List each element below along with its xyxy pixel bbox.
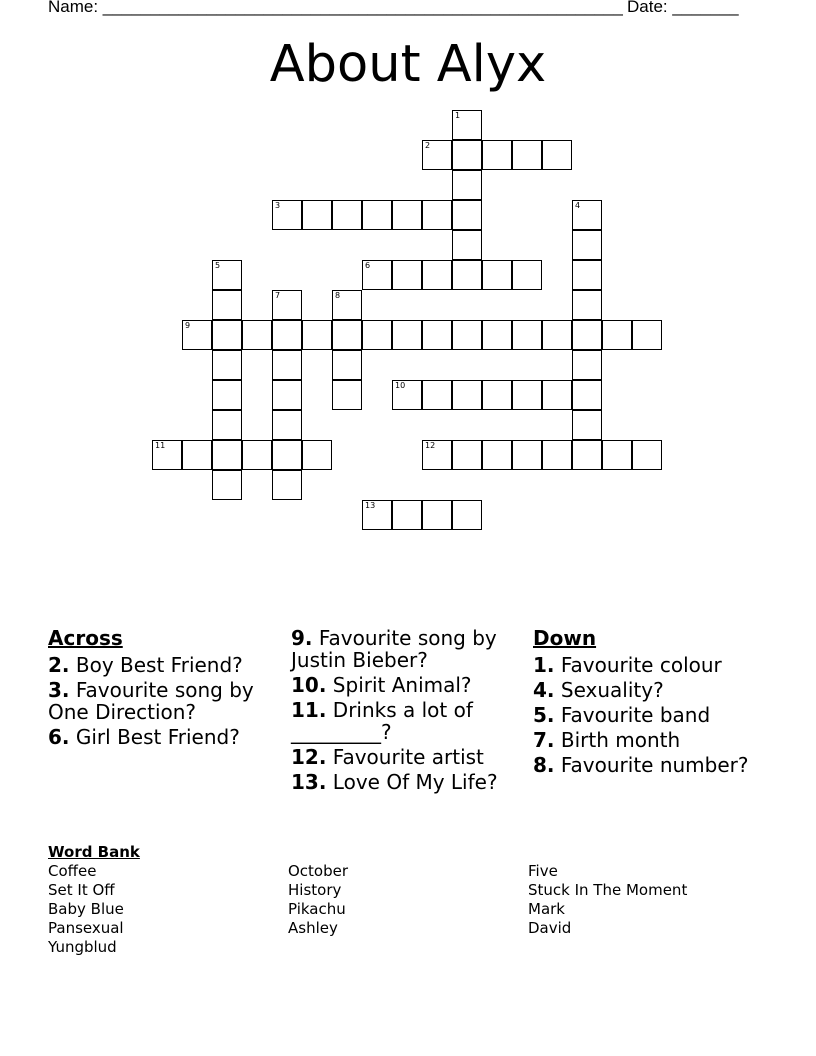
grid-cell[interactable] (272, 320, 302, 350)
clue-down-5 (533, 704, 763, 726)
grid-cell[interactable] (212, 470, 242, 500)
grid-cell[interactable] (392, 500, 422, 530)
word-bank-item: Ashley (288, 919, 338, 937)
grid-cell[interactable] (482, 440, 512, 470)
cell-number: 3 (275, 201, 281, 210)
clue-text: Sexuality? (560, 678, 664, 702)
grid-cell[interactable] (482, 260, 512, 290)
clue-text: Boy Best Friend? (75, 653, 243, 677)
word-bank-column (48, 862, 278, 957)
cell-number: 13 (365, 501, 376, 510)
cell-number: 8 (335, 291, 341, 300)
word-bank-item: Five (528, 862, 558, 880)
clue-number: 5. (533, 703, 555, 727)
word-bank-item: Pikachu (288, 900, 346, 918)
grid-cell[interactable] (452, 320, 482, 350)
grid-cell[interactable] (452, 440, 482, 470)
grid-cell[interactable] (272, 380, 302, 410)
clue-text: Favourite number? (560, 753, 749, 777)
grid-cell[interactable] (542, 380, 572, 410)
grid-cell[interactable] (422, 260, 452, 290)
clue-across-11 (291, 699, 521, 743)
grid-cell[interactable] (362, 320, 392, 350)
clue-number: 2. (48, 653, 70, 677)
clue-text: Favourite song by One Direction? (48, 678, 254, 724)
clue-text: Birth month (560, 728, 681, 752)
grid-cell[interactable] (512, 260, 542, 290)
cell-number: 4 (575, 201, 581, 210)
grid-cell[interactable] (272, 410, 302, 440)
clue-down-4 (533, 679, 763, 701)
word-bank-item: Set It Off (48, 881, 115, 899)
grid-cell[interactable] (512, 320, 542, 350)
grid-cell[interactable] (572, 350, 602, 380)
grid-cell[interactable] (572, 230, 602, 260)
grid-cell[interactable] (212, 350, 242, 380)
grid-cell[interactable] (632, 320, 662, 350)
down-heading: Down (533, 626, 597, 650)
grid-cell[interactable] (332, 380, 362, 410)
cell-number: 5 (215, 261, 221, 270)
cell-number: 1 (455, 111, 461, 120)
grid-cell[interactable] (212, 260, 242, 290)
word-bank-column (528, 862, 758, 938)
grid-cell[interactable] (632, 440, 662, 470)
word-bank-item: Baby Blue (48, 900, 124, 918)
clue-across-10 (291, 674, 521, 696)
date-field[interactable]: Date: _______ (627, 0, 739, 16)
cell-number: 6 (365, 261, 371, 270)
clue-number: 11. (291, 698, 327, 722)
grid-cell[interactable] (272, 200, 302, 230)
grid-cell[interactable] (272, 350, 302, 380)
clue-text: Spirit Animal? (332, 673, 472, 697)
grid-cell[interactable] (332, 320, 362, 350)
word-bank-item: Mark (528, 900, 565, 918)
clue-text: Favourite band (560, 703, 711, 727)
grid-cell[interactable] (602, 320, 632, 350)
grid-cell[interactable] (572, 380, 602, 410)
grid-cell[interactable] (422, 500, 452, 530)
grid-cell[interactable] (152, 440, 182, 470)
grid-cell[interactable] (572, 290, 602, 320)
grid-cell[interactable] (362, 200, 392, 230)
grid-cell[interactable] (422, 200, 452, 230)
word-bank-item: David (528, 919, 572, 937)
clue-number: 8. (533, 753, 555, 777)
grid-cell[interactable] (332, 200, 362, 230)
grid-cell[interactable] (212, 380, 242, 410)
clue-number: 7. (533, 728, 555, 752)
clue-number: 6. (48, 725, 70, 749)
clue-across-13 (291, 771, 521, 793)
grid-cell[interactable] (452, 110, 482, 140)
cell-number: 11 (155, 441, 166, 450)
grid-cell[interactable] (392, 320, 422, 350)
clue-across-6 (48, 726, 278, 748)
across-heading: Across (48, 626, 123, 650)
grid-cell[interactable] (452, 140, 482, 170)
grid-cell[interactable] (302, 200, 332, 230)
clue-number: 9. (291, 626, 313, 650)
clue-number: 1. (533, 653, 555, 677)
clue-down-8 (533, 754, 763, 776)
grid-cell[interactable] (392, 260, 422, 290)
grid-cell[interactable] (422, 320, 452, 350)
cell-number: 10 (395, 381, 406, 390)
grid-cell[interactable] (212, 410, 242, 440)
grid-cell[interactable] (212, 440, 242, 470)
clue-text: Favourite colour (560, 653, 722, 677)
grid-cell[interactable] (572, 260, 602, 290)
grid-cell[interactable] (452, 500, 482, 530)
grid-cell[interactable] (302, 440, 332, 470)
grid-cell[interactable] (542, 440, 572, 470)
grid-cell[interactable] (392, 380, 422, 410)
grid-cell[interactable] (512, 380, 542, 410)
clue-text: Favourite song by Justin Bieber? (291, 626, 497, 672)
grid-cell[interactable] (332, 290, 362, 320)
grid-cell[interactable] (182, 440, 212, 470)
across-clues-col-2 (291, 627, 521, 796)
clue-across-9 (291, 627, 521, 671)
grid-cell[interactable] (482, 320, 512, 350)
grid-cell[interactable] (572, 320, 602, 350)
grid-cell[interactable] (362, 260, 392, 290)
grid-cell[interactable] (302, 320, 332, 350)
word-bank-item: Yungblud (48, 938, 117, 956)
grid-cell[interactable] (242, 440, 272, 470)
page-title: About Alyx (269, 35, 547, 94)
name-field[interactable]: Name: _______________________________________________________ (48, 0, 623, 16)
grid-cell[interactable] (542, 140, 572, 170)
grid-cell[interactable] (602, 440, 632, 470)
grid-cell[interactable] (242, 320, 272, 350)
clue-number: 4. (533, 678, 555, 702)
grid-cell[interactable] (452, 200, 482, 230)
grid-cell[interactable] (362, 500, 392, 530)
grid-cell[interactable] (512, 140, 542, 170)
clue-number: 13. (291, 770, 327, 794)
grid-cell[interactable] (512, 440, 542, 470)
clue-number: 12. (291, 745, 327, 769)
clue-number: 10. (291, 673, 327, 697)
grid-cell[interactable] (452, 170, 482, 200)
grid-cell[interactable] (272, 290, 302, 320)
clue-across-3 (48, 679, 278, 723)
cell-number: 7 (275, 291, 281, 300)
grid-cell[interactable] (452, 380, 482, 410)
grid-cell[interactable] (572, 410, 602, 440)
grid-cell[interactable] (182, 320, 212, 350)
grid-cell[interactable] (572, 200, 602, 230)
grid-cell[interactable] (422, 440, 452, 470)
word-bank-title: Word Bank (48, 843, 140, 861)
word-bank-item: Coffee (48, 862, 97, 880)
clue-text: Love Of My Life? (332, 770, 498, 794)
word-bank-item: History (288, 881, 342, 899)
clue-text: Favourite artist (332, 745, 484, 769)
grid-cell[interactable] (272, 470, 302, 500)
grid-cell[interactable] (212, 290, 242, 320)
grid-cell[interactable] (392, 200, 422, 230)
grid-cell[interactable] (272, 440, 302, 470)
word-bank-item: October (288, 862, 349, 880)
clue-number: 3. (48, 678, 70, 702)
grid-cell[interactable] (482, 140, 512, 170)
grid-cell[interactable] (542, 320, 572, 350)
clue-down-7 (533, 729, 763, 751)
across-clues-col-1 (48, 627, 278, 751)
grid-cell[interactable] (422, 140, 452, 170)
word-bank-item: Pansexual (48, 919, 124, 937)
word-bank-item: Stuck In The Moment (528, 881, 688, 899)
grid-cell[interactable] (482, 380, 512, 410)
word-bank-column (288, 862, 518, 938)
grid-cell[interactable] (332, 350, 362, 380)
clue-down-1 (533, 654, 763, 676)
grid-cell[interactable] (572, 440, 602, 470)
clue-across-12 (291, 746, 521, 768)
clue-text: Girl Best Friend? (75, 725, 240, 749)
cell-number: 12 (425, 441, 436, 450)
grid-cell[interactable] (452, 230, 482, 260)
grid-cell[interactable] (212, 320, 242, 350)
clue-text: Drinks a lot of _________? (291, 698, 473, 744)
down-clues-col (533, 627, 763, 779)
clue-across-2 (48, 654, 278, 676)
grid-cell[interactable] (422, 380, 452, 410)
cell-number: 9 (185, 321, 191, 330)
cell-number: 2 (425, 141, 431, 150)
grid-cell[interactable] (452, 260, 482, 290)
